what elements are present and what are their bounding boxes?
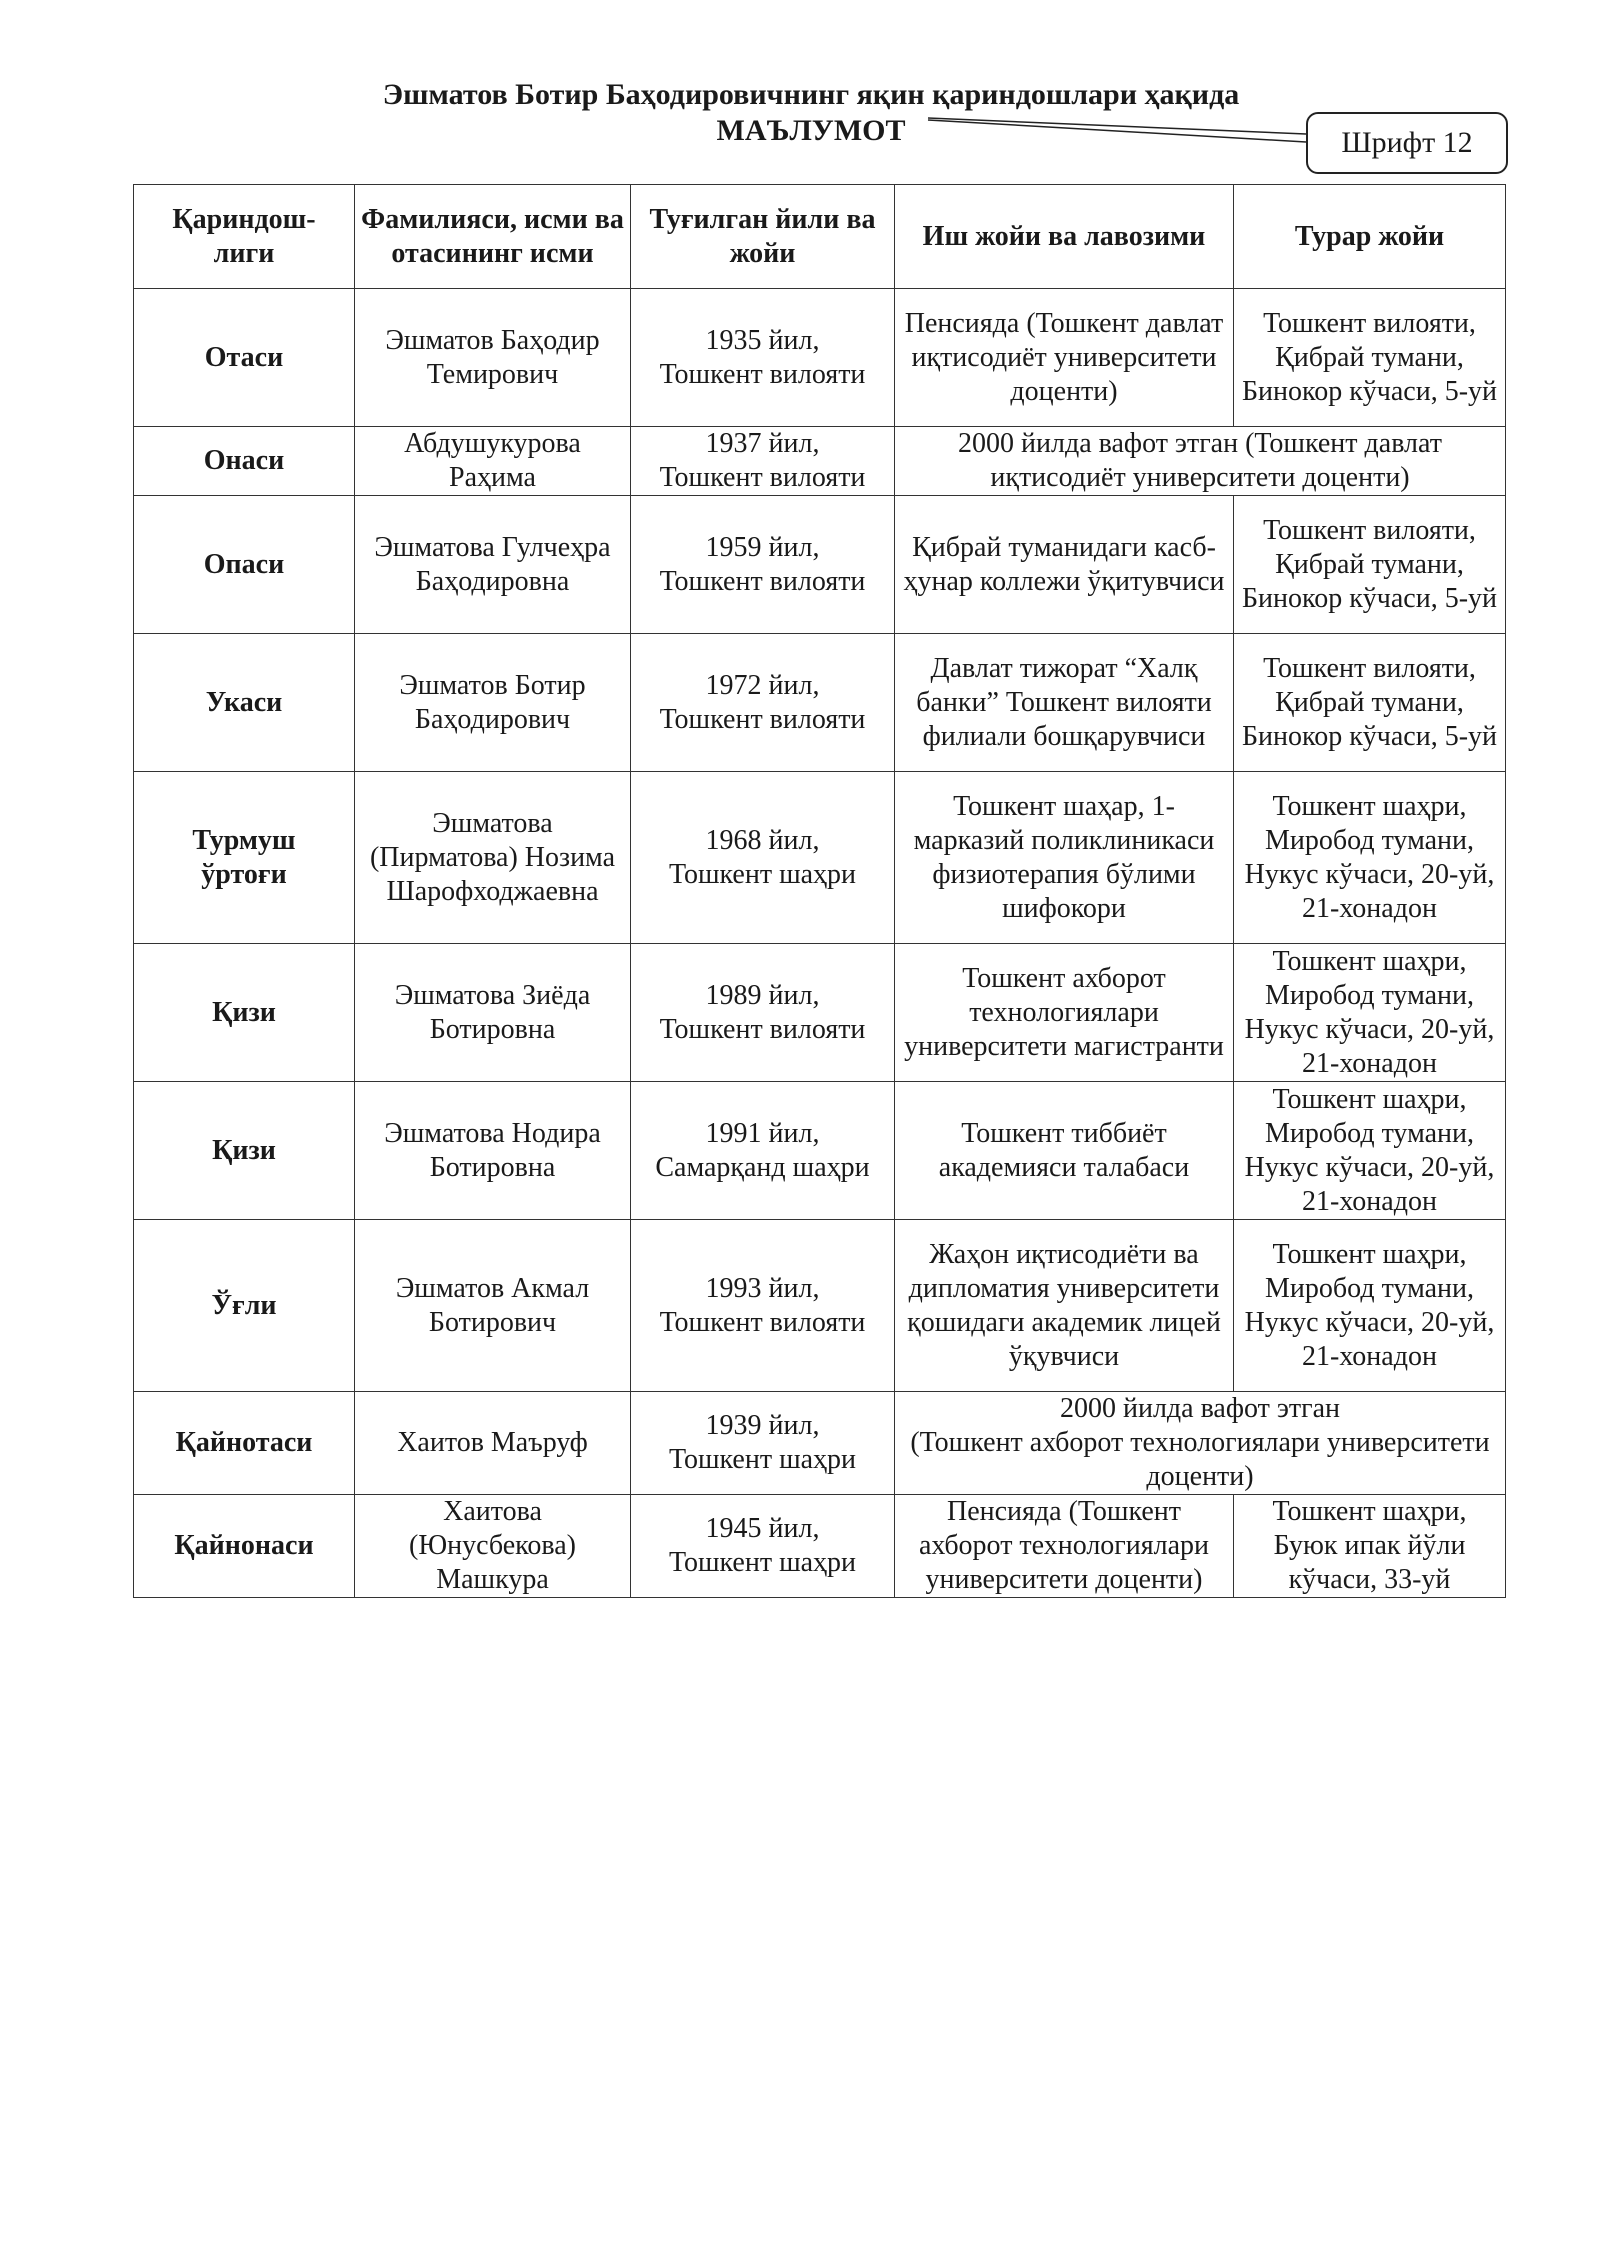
name-cell: Эшматов Ботир Баҳодирович	[355, 634, 631, 772]
relation-cell: Ўғли	[134, 1220, 355, 1392]
table-row	[134, 634, 1506, 772]
relation-cell: Турмуш ўртоғи	[134, 772, 355, 944]
birth-cell: 1945 йил, Тошкент шаҳри	[631, 1495, 895, 1598]
table-row	[134, 289, 1506, 427]
name-cell: Абдушукурова Раҳима	[355, 427, 631, 496]
deceased-note-cell: 2000 йилда вафот этган (Тошкент ахборот технологиялари университети доценти)	[895, 1392, 1506, 1495]
relation-cell: Отаси	[134, 289, 355, 427]
name-cell: Эшматова Нодира Ботировна	[355, 1082, 631, 1220]
work-cell: Тошкент ахборот технологиялари университети магистранти	[895, 944, 1234, 1082]
address-cell: Тошкент вилояти, Қибрай тумани, Бинокор кўчаси, 5-уй	[1234, 634, 1506, 772]
birth-cell: 1989 йил, Тошкент вилояти	[631, 944, 895, 1082]
deceased-note-cell: 2000 йилда вафот этган (Тошкент давлат иқтисодиёт университети доценти)	[895, 427, 1506, 496]
work-cell: Пенсияда (Тошкент давлат иқтисодиёт университети доценти)	[895, 289, 1234, 427]
address-cell: Тошкент шаҳри, Миробод тумани, Нукус кўчаси, 20-уй, 21-хонадон	[1234, 944, 1506, 1082]
work-cell: Тошкент шаҳар, 1-марказий поликлиникаси физиотерапия бўлими шифокори	[895, 772, 1234, 944]
name-cell: Эшматов Акмал Ботирович	[355, 1220, 631, 1392]
work-cell: Жаҳон иқтисодиёти ва дипломатия университети қошидаги академик лицей ўқувчиси	[895, 1220, 1234, 1392]
birth-cell: 1939 йил, Тошкент шаҳри	[631, 1392, 895, 1495]
birth-cell: 1935 йил, Тошкент вилояти	[631, 289, 895, 427]
table-row	[134, 944, 1506, 1082]
relation-cell: Қизи	[134, 1082, 355, 1220]
table-header-row	[134, 185, 1506, 289]
birth-cell: 1993 йил, Тошкент вилояти	[631, 1220, 895, 1392]
relation-cell: Опаси	[134, 496, 355, 634]
relation-cell: Қайнонаси	[134, 1495, 355, 1598]
header-address: Турар жойи	[1234, 185, 1506, 289]
address-cell: Тошкент шаҳри, Миробод тумани, Нукус кўчаси, 20-уй, 21-хонадон	[1234, 772, 1506, 944]
work-cell: Қибрай туманидаги касб-ҳунар коллежи ўқитувчиси	[895, 496, 1234, 634]
name-cell: Эшматова (Пирматова) Нозима Шарофходжаевна	[355, 772, 631, 944]
birth-cell: 1972 йил, Тошкент вилояти	[631, 634, 895, 772]
font-size-callout: Шрифт 12	[1306, 112, 1508, 174]
name-cell: Эшматова Гулчеҳра Баҳодировна	[355, 496, 631, 634]
birth-cell: 1959 йил, Тошкент вилояти	[631, 496, 895, 634]
table-row	[134, 772, 1506, 944]
address-cell: Тошкент вилояти, Қибрай тумани, Бинокор кўчаси, 5-уй	[1234, 496, 1506, 634]
name-cell: Эшматов Баҳодир Темирович	[355, 289, 631, 427]
table-row	[134, 1220, 1506, 1392]
relation-cell: Қайнотаси	[134, 1392, 355, 1495]
relation-cell: Онаси	[134, 427, 355, 496]
name-cell: Эшматова Зиёда Ботировна	[355, 944, 631, 1082]
header-work: Иш жойи ва лавозими	[895, 185, 1234, 289]
document-title-heading: МАЪЛУМОТ	[716, 114, 906, 147]
address-cell: Тошкент шаҳри, Буюк ипак йўли кўчаси, 33-уй	[1234, 1495, 1506, 1598]
header-relation: Қариндош- лиги	[134, 185, 355, 289]
address-cell: Тошкент вилояти, Қибрай тумани, Бинокор кўчаси, 5-уй	[1234, 289, 1506, 427]
header-birth: Туғилган йили ва жойи	[631, 185, 895, 289]
table-row	[134, 427, 1506, 496]
relatives-table	[133, 184, 1506, 1598]
table-row	[134, 1082, 1506, 1220]
relation-cell: Қизи	[134, 944, 355, 1082]
address-cell: Тошкент шаҳри, Миробод тумани, Нукус кўчаси, 20-уй, 21-хонадон	[1234, 1082, 1506, 1220]
birth-cell: 1968 йил, Тошкент шаҳри	[631, 772, 895, 944]
work-cell: Тошкент тиббиёт академияси талабаси	[895, 1082, 1234, 1220]
table-row	[134, 1392, 1506, 1495]
header-full-name: Фамилияси, исми ва отасининг исми	[355, 185, 631, 289]
name-cell: Хаитов Маъруф	[355, 1392, 631, 1495]
table-row	[134, 496, 1506, 634]
birth-cell: 1991 йил, Самарқанд шаҳри	[631, 1082, 895, 1220]
relation-cell: Укаси	[134, 634, 355, 772]
address-cell: Тошкент шаҳри, Миробод тумани, Нукус кўчаси, 20-уй, 21-хонадон	[1234, 1220, 1506, 1392]
work-cell: Пенсияда (Тошкент ахборот технологиялари университети доценти)	[895, 1495, 1234, 1598]
table-row	[134, 1495, 1506, 1598]
birth-cell: 1937 йил, Тошкент вилояти	[631, 427, 895, 496]
document-title: Эшматов Ботир Баҳодировичнинг яқин қариндошлари ҳақида	[382, 78, 1240, 111]
name-cell: Хаитова (Юнусбекова) Машкура	[355, 1495, 631, 1598]
work-cell: Давлат тижорат “Халқ банки” Тошкент вилояти филиали бошқарувчиси	[895, 634, 1234, 772]
